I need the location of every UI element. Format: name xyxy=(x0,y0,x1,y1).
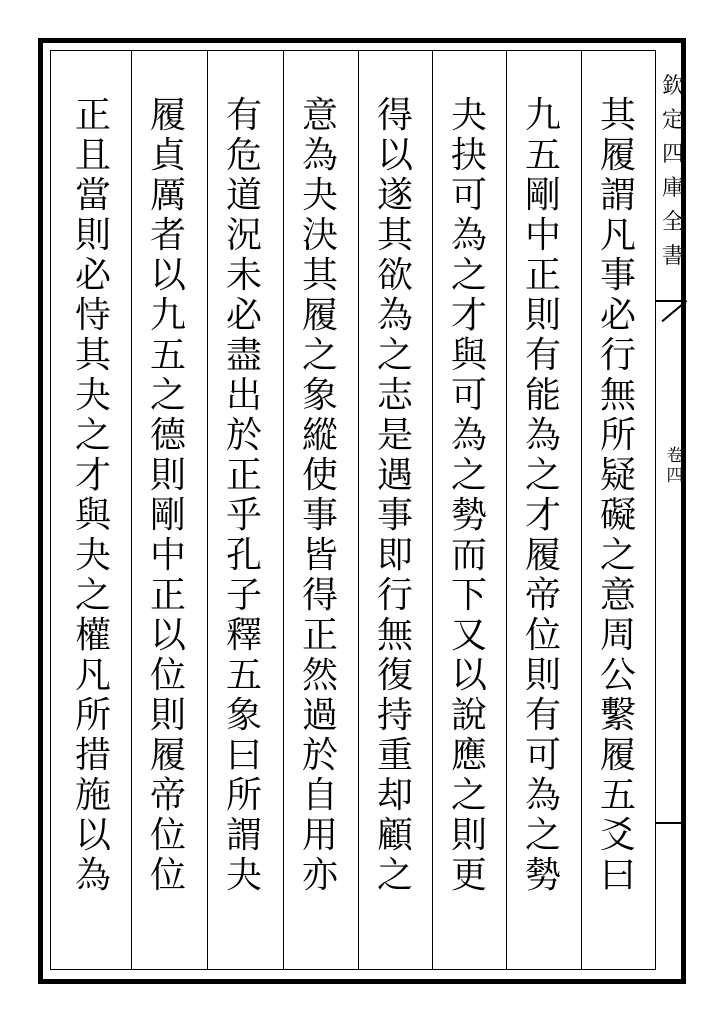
character: 象 xyxy=(225,695,262,736)
text-column-4 xyxy=(362,96,428,896)
margin-character: 四 xyxy=(666,466,684,486)
character: 則 xyxy=(149,455,186,496)
character: 之 xyxy=(376,335,413,376)
text-column-5 xyxy=(287,96,353,896)
column-rule xyxy=(131,50,132,970)
character: 乎 xyxy=(225,495,262,536)
character: 下 xyxy=(450,575,487,616)
character: 以 xyxy=(149,255,186,296)
character: 應 xyxy=(450,735,487,776)
character: 抉 xyxy=(450,135,487,176)
character: 履 xyxy=(149,95,186,136)
character: 持 xyxy=(376,695,413,736)
character: 重 xyxy=(376,735,413,776)
character: 周 xyxy=(599,615,636,656)
character: 正 xyxy=(301,615,338,656)
character: 而 xyxy=(450,535,487,576)
character: 得 xyxy=(376,95,413,136)
margin-character: 卷 xyxy=(666,446,684,466)
character: 必 xyxy=(225,295,262,336)
character: 五 xyxy=(149,335,186,376)
character: 德 xyxy=(149,415,186,456)
character: 遂 xyxy=(376,175,413,216)
character: 用 xyxy=(301,815,338,856)
character: 危 xyxy=(225,135,262,176)
character: 其 xyxy=(376,215,413,256)
character: 事 xyxy=(599,255,636,296)
character: 繫 xyxy=(599,695,636,736)
character: 必 xyxy=(599,295,636,336)
character: 帝 xyxy=(149,775,186,816)
character: 則 xyxy=(149,695,186,736)
column-rule xyxy=(207,50,208,970)
character: 於 xyxy=(225,415,262,456)
text-column-3 xyxy=(436,96,502,896)
character: 五 xyxy=(524,135,561,176)
character: 者 xyxy=(149,215,186,256)
character: 與 xyxy=(74,495,111,536)
character: 以 xyxy=(376,135,413,176)
character: 正 xyxy=(149,575,186,616)
character: 決 xyxy=(301,215,338,256)
character: 九 xyxy=(149,295,186,336)
character: 之 xyxy=(599,535,636,576)
character: 其 xyxy=(301,255,338,296)
character: 之 xyxy=(450,255,487,296)
margin-character: 書 xyxy=(661,244,684,269)
character: 九 xyxy=(524,95,561,136)
character: 亦 xyxy=(301,855,338,896)
character: 為 xyxy=(301,135,338,176)
text-column-8 xyxy=(60,96,126,896)
column-rule xyxy=(283,50,284,970)
character: 所 xyxy=(599,415,636,456)
column-rule xyxy=(358,50,359,970)
character: 說 xyxy=(450,695,487,736)
character: 為 xyxy=(450,415,487,456)
character: 才 xyxy=(524,495,561,536)
character: 五 xyxy=(599,775,636,816)
character: 履 xyxy=(301,295,338,336)
character: 五 xyxy=(225,655,262,696)
character: 之 xyxy=(149,375,186,416)
character: 復 xyxy=(376,655,413,696)
character: 權 xyxy=(74,615,111,656)
character: 夬 xyxy=(74,375,111,416)
character: 可 xyxy=(524,735,561,776)
character: 出 xyxy=(225,375,262,416)
character: 況 xyxy=(225,215,262,256)
character: 夬 xyxy=(301,175,338,216)
character: 為 xyxy=(74,855,111,896)
character: 帝 xyxy=(524,575,561,616)
column-rule xyxy=(506,50,507,970)
character: 有 xyxy=(225,95,262,136)
character: 遇 xyxy=(376,455,413,496)
character: 所 xyxy=(74,695,111,736)
character: 孔 xyxy=(225,535,262,576)
character: 夬 xyxy=(225,855,262,896)
character: 才 xyxy=(450,295,487,336)
character: 必 xyxy=(74,255,111,296)
character: 顧 xyxy=(376,815,413,856)
character: 與 xyxy=(450,335,487,376)
column-rule xyxy=(581,50,582,970)
character: 則 xyxy=(524,655,561,696)
character: 又 xyxy=(450,615,487,656)
fishtail-mark xyxy=(656,300,686,322)
character: 履 xyxy=(599,735,636,776)
character: 可 xyxy=(450,175,487,216)
text-column-2 xyxy=(510,96,576,896)
margin-character: 庫 xyxy=(661,176,684,201)
character: 履 xyxy=(599,135,636,176)
character: 志 xyxy=(376,375,413,416)
character: 履 xyxy=(524,535,561,576)
character: 得 xyxy=(301,575,338,616)
character: 正 xyxy=(524,255,561,296)
character: 剛 xyxy=(524,175,561,216)
character: 才 xyxy=(74,455,111,496)
character: 更 xyxy=(450,855,487,896)
character: 爻 xyxy=(599,815,636,856)
character: 即 xyxy=(376,535,413,576)
character: 勢 xyxy=(450,495,487,536)
character: 位 xyxy=(524,615,561,656)
character: 正 xyxy=(74,95,111,136)
character: 正 xyxy=(225,455,262,496)
character: 所 xyxy=(225,775,262,816)
character: 之 xyxy=(376,855,413,896)
character: 可 xyxy=(450,375,487,416)
character: 曰 xyxy=(225,735,262,776)
character: 則 xyxy=(74,215,111,256)
character: 皆 xyxy=(301,535,338,576)
character: 凡 xyxy=(74,655,111,696)
character: 夬 xyxy=(74,535,111,576)
character: 釋 xyxy=(225,615,262,656)
character: 過 xyxy=(301,695,338,736)
character: 自 xyxy=(301,775,338,816)
character: 位 xyxy=(149,815,186,856)
character: 無 xyxy=(376,615,413,656)
character: 位 xyxy=(149,655,186,696)
margin-character: 四 xyxy=(661,142,684,167)
character: 謂 xyxy=(225,815,262,856)
character: 為 xyxy=(450,215,487,256)
character: 有 xyxy=(524,335,561,376)
character: 盡 xyxy=(225,335,262,376)
character: 厲 xyxy=(149,175,186,216)
character: 欲 xyxy=(376,255,413,296)
character: 之 xyxy=(524,455,561,496)
character: 之 xyxy=(450,455,487,496)
character: 却 xyxy=(376,775,413,816)
lower-margin-rule xyxy=(656,822,686,824)
character: 行 xyxy=(376,575,413,616)
character: 為 xyxy=(524,775,561,816)
character: 有 xyxy=(524,695,561,736)
character: 夬 xyxy=(450,95,487,136)
character: 其 xyxy=(74,335,111,376)
character: 於 xyxy=(301,735,338,776)
character: 為 xyxy=(524,415,561,456)
character: 則 xyxy=(524,295,561,336)
character: 疑 xyxy=(599,455,636,496)
character: 以 xyxy=(149,615,186,656)
character: 縱 xyxy=(301,415,338,456)
margin-character: 定 xyxy=(661,108,684,133)
character: 礙 xyxy=(599,495,636,536)
character: 以 xyxy=(74,815,111,856)
character: 能 xyxy=(524,375,561,416)
character: 未 xyxy=(225,255,262,296)
character: 貞 xyxy=(149,135,186,176)
character: 之 xyxy=(74,415,111,456)
character: 使 xyxy=(301,455,338,496)
character: 中 xyxy=(524,215,561,256)
book-title xyxy=(660,70,686,274)
character: 履 xyxy=(149,735,186,776)
character: 恃 xyxy=(74,295,111,336)
text-column-6 xyxy=(211,96,277,896)
character: 公 xyxy=(599,655,636,696)
character: 當 xyxy=(74,175,111,216)
margin-character: 全 xyxy=(661,210,684,235)
character: 事 xyxy=(301,495,338,536)
character: 之 xyxy=(74,575,111,616)
character: 施 xyxy=(74,775,111,816)
character: 意 xyxy=(599,575,636,616)
character: 是 xyxy=(376,415,413,456)
text-column-1 xyxy=(585,96,651,896)
character: 措 xyxy=(74,735,111,776)
character: 勢 xyxy=(524,855,561,896)
character: 其 xyxy=(599,95,636,136)
character: 為 xyxy=(376,295,413,336)
character: 剛 xyxy=(149,495,186,536)
character: 以 xyxy=(450,655,487,696)
character: 道 xyxy=(225,175,262,216)
character: 象 xyxy=(301,375,338,416)
character: 行 xyxy=(599,335,636,376)
character: 曰 xyxy=(599,855,636,896)
character: 中 xyxy=(149,535,186,576)
character: 且 xyxy=(74,135,111,176)
character: 然 xyxy=(301,655,338,696)
character: 之 xyxy=(301,335,338,376)
character: 則 xyxy=(450,815,487,856)
character: 子 xyxy=(225,575,262,616)
character: 凡 xyxy=(599,215,636,256)
character: 位 xyxy=(149,855,186,896)
margin-character: 欽 xyxy=(661,74,684,99)
text-column-7 xyxy=(135,96,201,896)
juan-number xyxy=(664,446,686,486)
character: 無 xyxy=(599,375,636,416)
character: 之 xyxy=(524,815,561,856)
column-rule xyxy=(432,50,433,970)
character: 事 xyxy=(376,495,413,536)
character: 之 xyxy=(450,775,487,816)
character: 謂 xyxy=(599,175,636,216)
character: 意 xyxy=(301,95,338,136)
